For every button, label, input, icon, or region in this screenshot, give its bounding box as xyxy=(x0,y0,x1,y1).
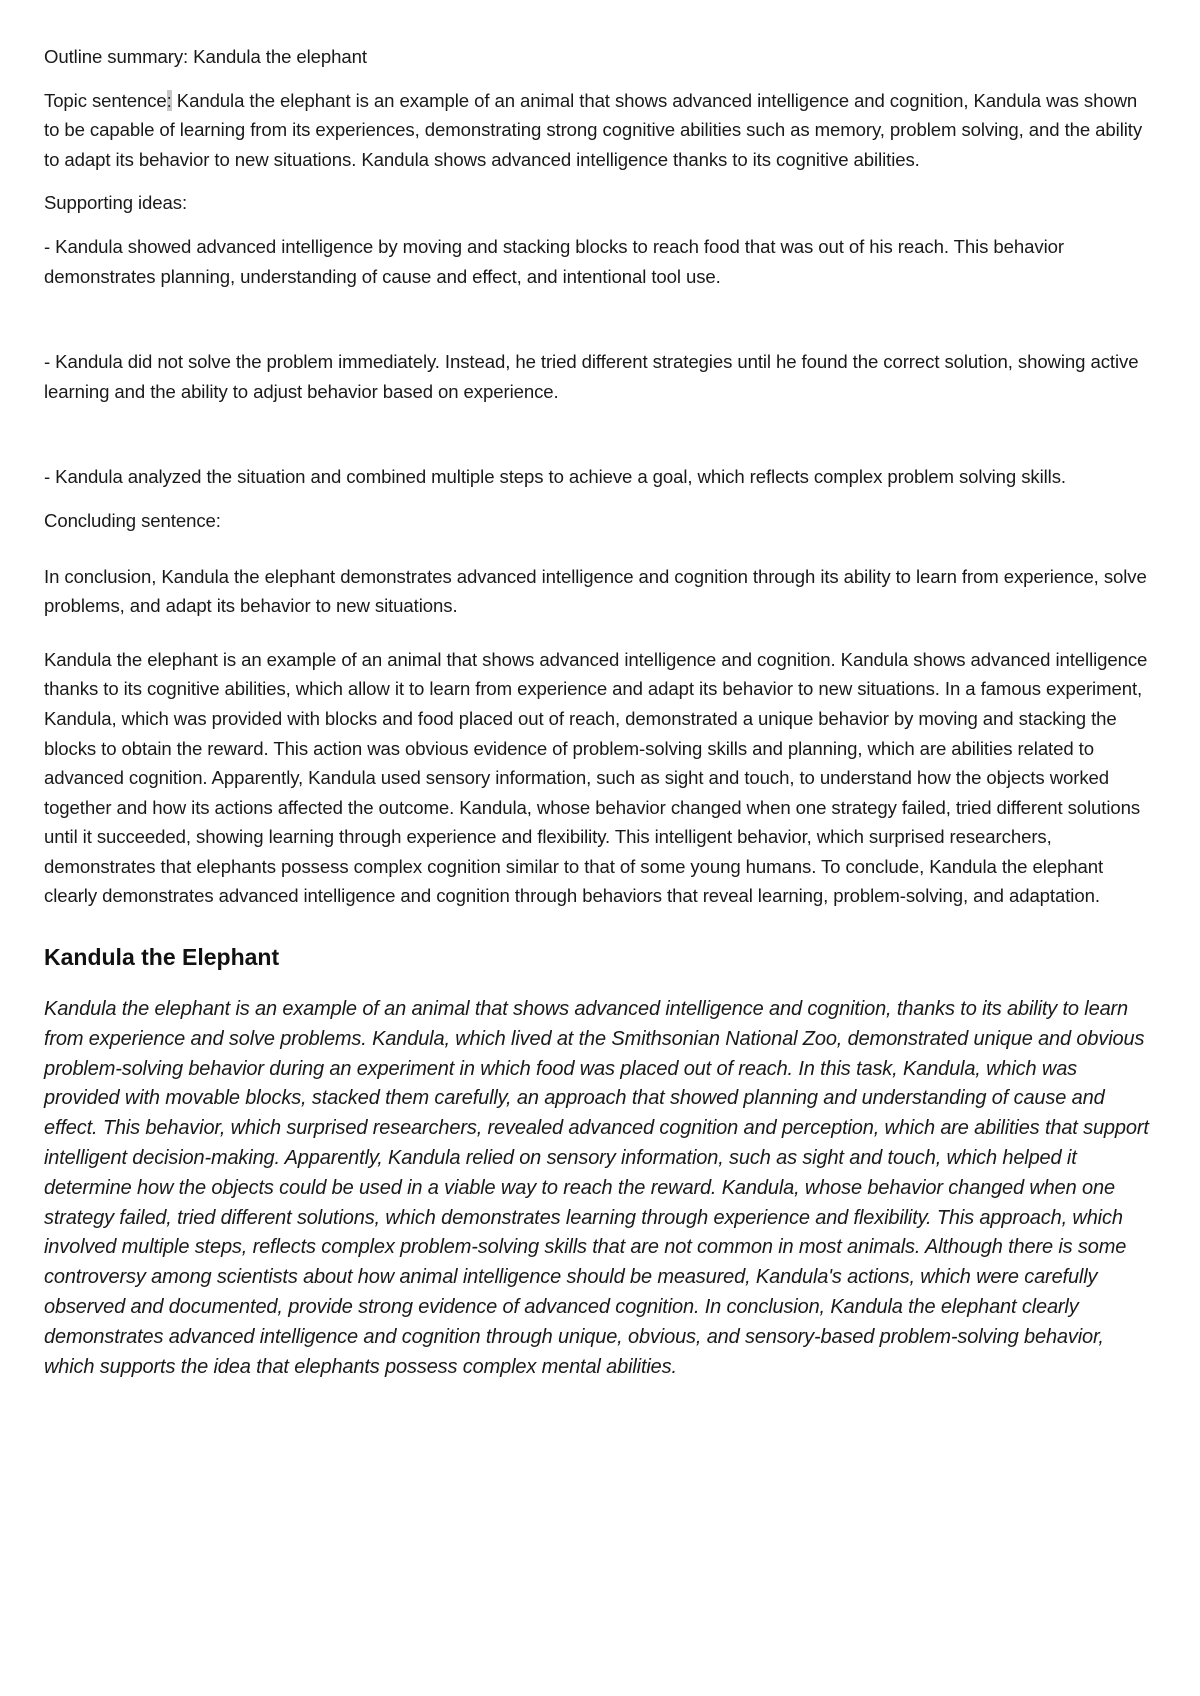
supporting-ideas-label: Supporting ideas: xyxy=(44,192,188,214)
supporting-idea: - Kandula did not solve the problem immediately. Instead, he tried different strategies until he found the correct solution, showing active learning and the ability to adjust behavior based on experience. xyxy=(44,351,1139,402)
supporting-idea: - Kandula showed advanced intelligence by moving and stacking blocks to reach food that was out of his reach. This behavior demonstrates planning, understanding of cause and effect, and intentional tool use. xyxy=(44,235,1064,287)
concluding-sentence-label: Concluding sentence: xyxy=(44,509,221,531)
final-paragraph: Kandula the elephant is an example of an animal that shows advanced intelligence and cognition, thanks to its ability to learn from experience and solve problems. Kandula, which lived at the Smithsonian National Zoo, demonstrated unique and obvious problem-solving behavior during an experiment in which food was placed out of reach. In this task, Kandula, which was provided with movable blocks, stacked them carefully, an approach that showed planning and understanding of cause and effect. This behavior, which surprised researchers, revealed advanced cognition and perception, which are abilities that support intelligent decision-making. Apparently, Kandula relied on sensory information, such as sight and touch, which helped it determine how the objects could be used in a viable way to reach the reward. Kandula, whose behavior changed when one strategy failed, tried different solutions, which demonstrates learning through experience and flexibility. This approach, which involved multiple steps, reflects complex problem-solving skills that are not common in most animals. Although there is some controversy among scientists about how animal intelligence should be measured, Kandula's actions, which were carefully observed and documented, provide strong evidence of advanced cognition. In conclusion, Kandula the elephant clearly demonstrates advanced intelligence and cognition through unique, obvious, and sensory-based problem-solving behavior, which supports the idea that elephants possess complex mental abilities. xyxy=(44,998,1149,1378)
document-page xyxy=(44,42,1156,1382)
final-heading: Kandula the Elephant xyxy=(44,944,280,971)
topic-sentence xyxy=(44,86,1156,175)
topic-label: Topic sentence xyxy=(44,89,167,111)
outline-title: Outline summary: Kandula the elephant xyxy=(44,46,367,67)
supporting-idea: - Kandula analyzed the situation and combined multiple steps to achieve a goal, which reflects complex problem solving skills. xyxy=(44,466,1066,488)
topic-text: Kandula the elephant is an example of an animal that shows advanced intelligence and cognition, Kandula was shown to be capable of learning from its experiences, demonstrating strong cognitive abilities such as memory, problem solving, and the ability to adapt its behavior to new situations. Kandula shows advanced intelligence thanks to its cognitive abilities. xyxy=(44,89,1143,170)
concluding-sentence: In conclusion, Kandula the elephant demonstrates advanced intelligence and cognition through its ability to learn from experience, solve problems, and adapt its behavior to new situations. xyxy=(44,565,1147,617)
draft-paragraph: Kandula the elephant is an example of an animal that shows advanced intelligence and cognition. Kandula shows advanced intelligence thanks to its cognitive abilities, which allow it to learn from experience and adapt its behavior to new situations. In a famous experiment, Kandula, which was provided with blocks and food placed out of reach, demonstrated a unique behavior by moving and stacking the blocks to obtain the reward. This action was obvious evidence of problem-solving skills and planning, which are abilities related to advanced cognition. Apparently, Kandula used sensory information, such as sight and touch, to understand how the objects worked together and how its actions affected the outcome. Kandula, whose behavior changed when one strategy failed, tried different solutions until it succeeded, showing learning through experience and flexibility. This intelligent behavior, which surprised researchers, demonstrates that elephants possess complex cognition similar to that of some young humans. To conclude, Kandula the elephant clearly demonstrates advanced intelligence and cognition through behaviors that reveal learning, problem-solving, and adaptation. xyxy=(44,648,1148,907)
text-cursor-highlight: : xyxy=(166,89,172,111)
